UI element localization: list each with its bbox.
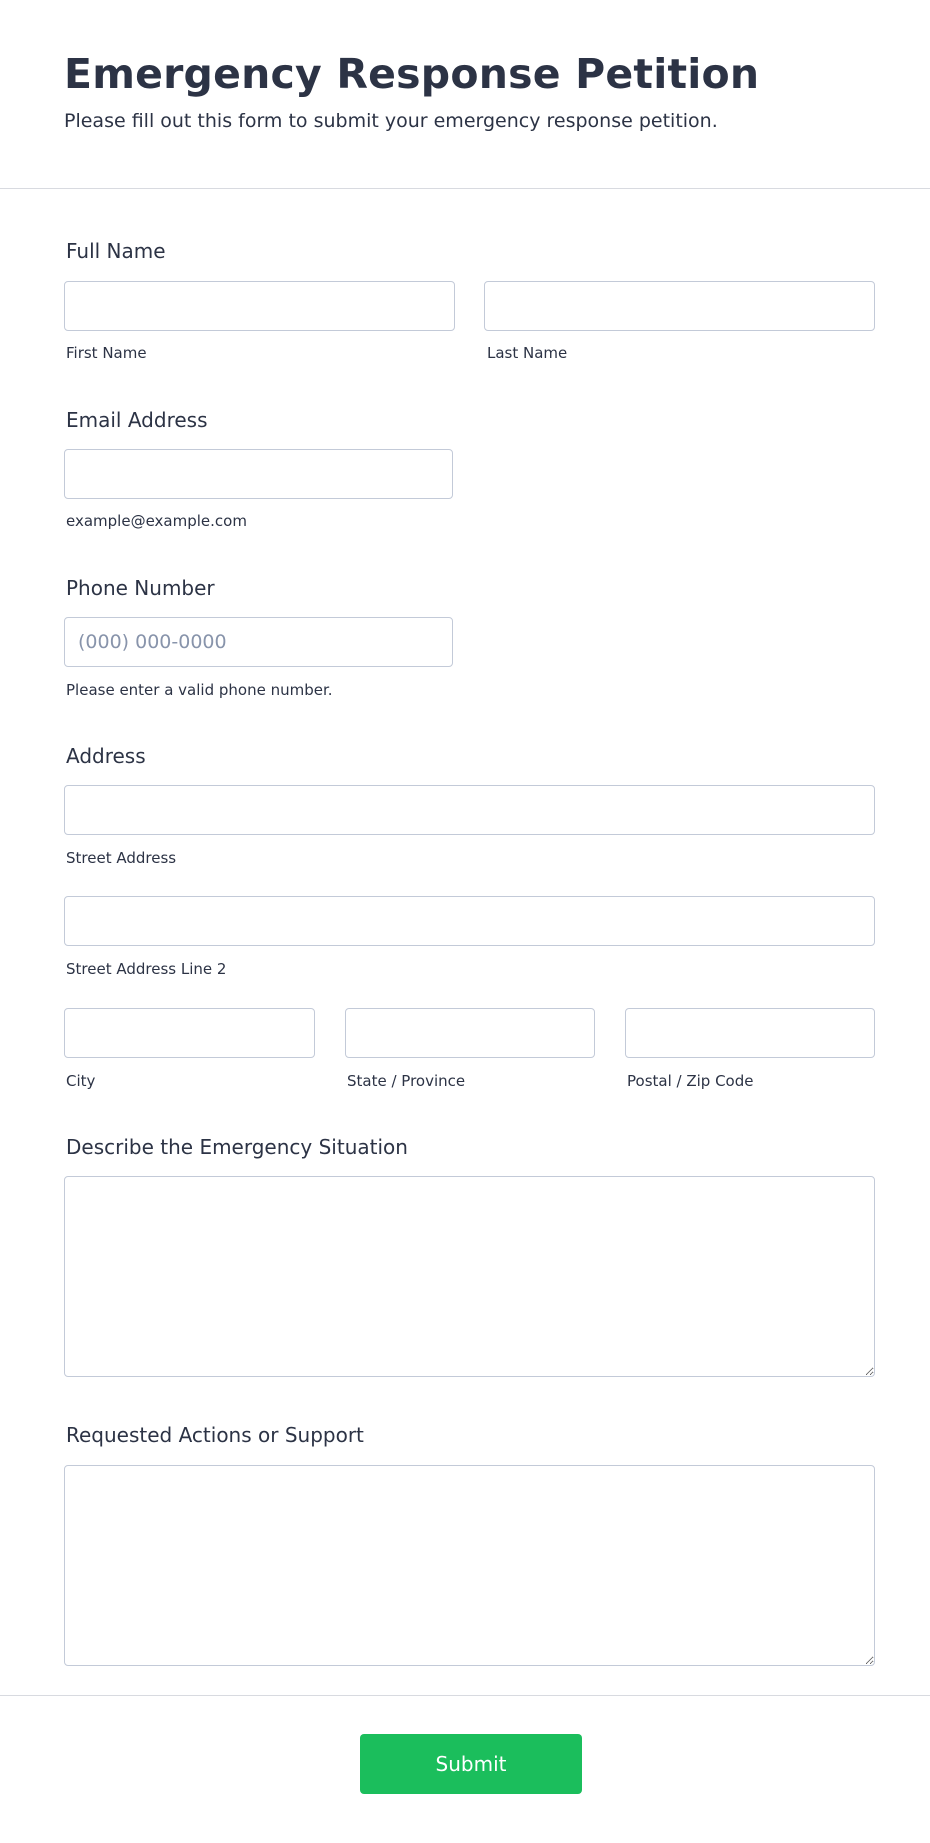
last-name-sublabel: Last Name xyxy=(487,344,568,362)
email-label: Email Address xyxy=(66,408,208,432)
street-address-line2-input[interactable] xyxy=(64,896,875,946)
email-input[interactable] xyxy=(64,449,453,499)
city-input[interactable] xyxy=(64,1008,315,1058)
form-footer xyxy=(0,1695,930,1843)
city-sublabel: City xyxy=(66,1072,96,1090)
situation-textarea[interactable] xyxy=(64,1176,875,1377)
submit-button[interactable]: Submit xyxy=(360,1734,582,1794)
street-address-line2-sublabel: Street Address Line 2 xyxy=(66,960,227,978)
full-name-label: Full Name xyxy=(66,239,166,263)
street-address-input[interactable] xyxy=(64,785,875,835)
phone-input[interactable] xyxy=(64,617,453,667)
state-province-sublabel: State / Province xyxy=(347,1072,466,1090)
actions-textarea[interactable] xyxy=(64,1465,875,1666)
postal-code-sublabel: Postal / Zip Code xyxy=(627,1072,754,1090)
street-address-sublabel: Street Address xyxy=(66,849,177,867)
last-name-input[interactable] xyxy=(484,281,875,331)
state-province-input[interactable] xyxy=(345,1008,595,1058)
first-name-input[interactable] xyxy=(64,281,455,331)
email-sublabel: example@example.com xyxy=(66,512,247,530)
page-subtitle: Please fill out this form to submit your emergency response petition. xyxy=(64,110,718,132)
phone-sublabel: Please enter a valid phone number. xyxy=(66,681,333,699)
form-header xyxy=(0,0,930,189)
postal-code-input[interactable] xyxy=(625,1008,875,1058)
actions-label: Requested Actions or Support xyxy=(66,1423,364,1447)
situation-label: Describe the Emergency Situation xyxy=(66,1135,408,1159)
page-title: Emergency Response Petition xyxy=(64,50,760,98)
phone-label: Phone Number xyxy=(66,576,215,600)
first-name-sublabel: First Name xyxy=(66,344,147,362)
address-label: Address xyxy=(66,744,146,768)
